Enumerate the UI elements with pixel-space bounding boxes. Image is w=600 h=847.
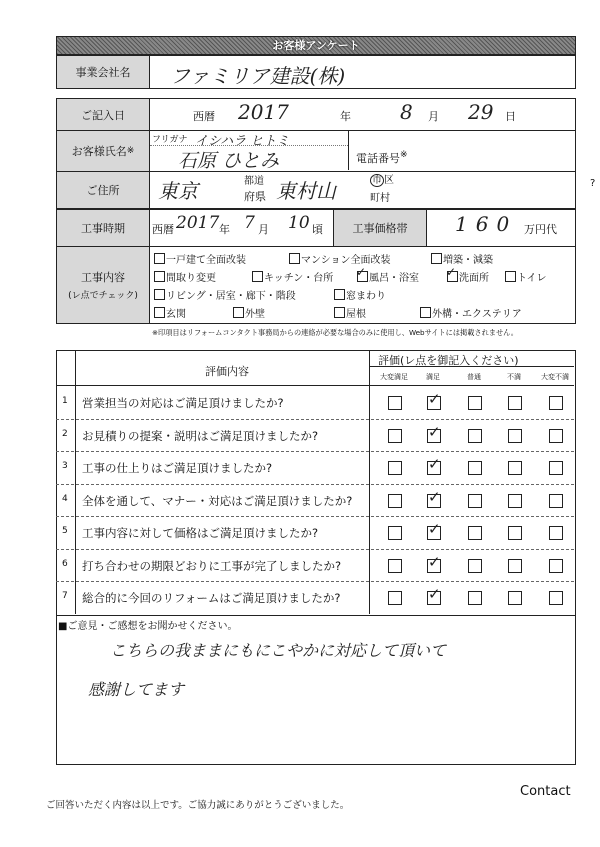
- rating-checkbox[interactable]: [508, 559, 522, 573]
- eval-no-divider: [75, 350, 76, 614]
- address-mark: ?: [590, 178, 596, 189]
- customer-label-text: お客様氏名: [71, 145, 127, 158]
- eval-row-line: [56, 451, 574, 452]
- date-day: 29: [468, 100, 494, 124]
- period-year-unit: 年: [219, 223, 230, 236]
- eval-item-number: 1: [62, 396, 68, 406]
- rating-checkbox[interactable]: [388, 494, 402, 508]
- period-day-unit: 頃: [312, 223, 323, 236]
- address-pref-unit-1: 都道: [244, 176, 264, 187]
- comments-label: ■ご意見・ご感想をお聞かせください。: [58, 621, 238, 632]
- eval-item-question: 全体を通して、マナー・対応はご満足頂けましたか?: [82, 493, 353, 508]
- work-option-label: 屋根: [346, 309, 366, 320]
- work-option-checkbox[interactable]: [431, 253, 442, 264]
- address-city-unit-1: [370, 171, 394, 186]
- rating-tick: ✓: [428, 585, 441, 603]
- rating-checkbox[interactable]: [388, 559, 402, 573]
- furigana-label: フリガナ: [152, 135, 188, 145]
- eval-item-question: 総合的に今回のリフォームはご満足頂けましたか?: [82, 591, 341, 605]
- customer-label: [56, 130, 150, 172]
- address-town-unit: 町村: [370, 193, 390, 204]
- phone-label-mark: ※: [400, 150, 408, 160]
- work-option-label: トイレ: [517, 273, 547, 284]
- eval-rating-divider: [369, 350, 370, 614]
- eval-item-question: お見積りの提案・説明はご満足頂けましたか?: [82, 428, 319, 443]
- rating-checkbox[interactable]: [468, 461, 482, 475]
- rating-checkbox[interactable]: [508, 461, 522, 475]
- work-option-checkbox[interactable]: [154, 253, 165, 264]
- form-title-bar: [56, 36, 576, 55]
- address-city: 東村山: [276, 179, 336, 203]
- work-label-sub: (レ点でチェック): [68, 291, 138, 301]
- eval-item-question: 営業担当の対応はご満足頂けましたか?: [82, 396, 284, 410]
- date-year-unit: 年: [340, 110, 351, 123]
- work-option-label: 増築・減築: [443, 255, 493, 266]
- work-option-label: リビング・居室・廊下・階段: [166, 291, 296, 302]
- rating-checkbox[interactable]: [508, 494, 522, 508]
- rating-scale-label: 大変満足: [380, 373, 408, 381]
- eval-row-line: [56, 484, 574, 485]
- work-option-checkbox[interactable]: [154, 289, 165, 300]
- comments-line-2: 感謝してます: [88, 680, 185, 699]
- rating-checkbox[interactable]: [468, 526, 482, 540]
- rating-checkbox[interactable]: [468, 559, 482, 573]
- date-month-unit: 月: [428, 110, 439, 123]
- work-option-label: マンション全面改装: [301, 255, 391, 266]
- rating-checkbox[interactable]: [388, 461, 402, 475]
- rating-scale-label: 普通: [467, 373, 481, 381]
- work-option-label: 洗面所: [459, 273, 489, 284]
- city-unit-circle: 市: [372, 175, 382, 186]
- eval-row-line: [56, 516, 574, 517]
- rating-scale-label: 不満: [507, 373, 521, 381]
- work-option-checkbox[interactable]: [233, 307, 244, 318]
- rating-tick: ✓: [428, 552, 441, 571]
- period-era: 西暦: [152, 223, 174, 236]
- comments-line-1: こちらの我ままにもにこやかに対応して頂いて: [110, 641, 447, 660]
- work-option-checkbox[interactable]: [289, 253, 300, 264]
- eval-row-line: [56, 419, 574, 420]
- work-label-text: 工事内容: [81, 271, 125, 284]
- footer-brand: Contact: [520, 784, 571, 799]
- work-option-label: 窓まわり: [346, 291, 386, 302]
- eval-item-number: 6: [62, 558, 68, 569]
- rating-checkbox[interactable]: [388, 396, 402, 410]
- rating-checkbox[interactable]: [549, 461, 563, 475]
- rating-checkbox[interactable]: [508, 396, 522, 410]
- rating-checkbox[interactable]: [468, 591, 482, 605]
- date-era: 西暦: [193, 110, 215, 123]
- company-value: ファミリア建設(株): [170, 64, 346, 88]
- rating-checkbox[interactable]: [508, 526, 522, 540]
- phone-label: [356, 150, 408, 166]
- work-option-label: 風呂・浴室: [369, 273, 419, 284]
- privacy-note: ※印項目はリフォームコンタクト事務局からの連絡が必要な場合のみに使用し、Webサイトには掲載されません。: [152, 328, 518, 337]
- eval-item-question: 工事内容に対して価格はご満足頂けましたか?: [82, 526, 319, 540]
- address-pref-unit-2: 府県: [244, 190, 266, 203]
- work-option-checkbox[interactable]: [154, 307, 165, 318]
- rating-checkbox[interactable]: [508, 429, 522, 443]
- work-option-label: 玄関: [166, 309, 186, 320]
- rating-checkbox[interactable]: [549, 429, 563, 443]
- work-option-label: 一戸建て全面改装: [166, 255, 246, 266]
- work-label: [56, 246, 150, 324]
- company-label: 事業会社名: [56, 55, 150, 89]
- work-option-label: キッチン・台所: [264, 273, 334, 284]
- rating-checkbox[interactable]: [468, 396, 482, 410]
- form-title: お客様アンケート: [272, 39, 360, 52]
- rating-checkbox[interactable]: [549, 591, 563, 605]
- period-label: 工事時期: [56, 209, 150, 247]
- period-month-unit: 月: [258, 223, 269, 236]
- rating-checkbox[interactable]: [549, 526, 563, 540]
- eval-item-question: 打ち合わせの期限どおりに工事が完了しましたか?: [82, 558, 342, 573]
- work-option-checkbox[interactable]: [420, 307, 431, 318]
- price-label: 工事価格帯: [333, 209, 427, 247]
- rating-checkbox[interactable]: [508, 591, 522, 605]
- eval-item-question: 工事の仕上りはご満足頂けましたか?: [82, 461, 273, 475]
- period-day: 10: [288, 213, 310, 233]
- rating-tick: ✓: [428, 520, 441, 538]
- rating-scale-label: 大変不満: [541, 373, 569, 381]
- period-month: 7: [244, 213, 255, 233]
- work-option-checkbox[interactable]: [154, 271, 165, 282]
- customer-furigana: イシハラ ヒトミ: [195, 134, 290, 149]
- address-label: ご住所: [56, 171, 150, 209]
- eval-row-line: [56, 581, 574, 582]
- work-option-label: 外構・エクステリア: [432, 309, 522, 320]
- work-option-checkbox[interactable]: [334, 307, 345, 318]
- date-month: 8: [400, 100, 413, 124]
- eval-row-line: [56, 549, 574, 550]
- eval-header-line: [56, 385, 574, 386]
- eval-item-number: 7: [62, 591, 68, 601]
- rating-checkbox[interactable]: [468, 494, 482, 508]
- rating-checkbox[interactable]: [388, 526, 402, 540]
- rating-scale-label: 満足: [426, 373, 440, 381]
- rating-checkbox[interactable]: [549, 559, 563, 573]
- rating-tick: ✓: [428, 390, 441, 408]
- rating-checkbox[interactable]: [549, 494, 563, 508]
- rating-checkbox[interactable]: [388, 429, 402, 443]
- eval-item-number: 4: [62, 493, 68, 504]
- rating-tick: ✓: [428, 455, 441, 473]
- customer-label-mark: ※: [126, 146, 135, 156]
- rating-tick: ✓: [428, 422, 441, 441]
- work-option-tick: ✓: [446, 265, 457, 279]
- price-unit: 万円代: [524, 223, 557, 236]
- date-label: ご記入日: [56, 98, 150, 131]
- eval-item-number: 3: [62, 461, 68, 471]
- customer-name: 石原 ひとみ: [178, 150, 280, 172]
- date-year: 2017: [238, 100, 289, 124]
- phone-label-text: 電話番号: [356, 152, 400, 165]
- work-option-label: 間取り変更: [166, 273, 216, 284]
- rating-checkbox[interactable]: [468, 429, 482, 443]
- period-year: 2017: [176, 213, 220, 233]
- eval-header: 評価内容: [205, 365, 249, 378]
- eval-item-number: 5: [62, 526, 68, 536]
- footer-thanks: ご回答いただく内容は以上です。ご協力誠にありがとうございました。: [46, 800, 350, 811]
- rating-checkbox[interactable]: [388, 591, 402, 605]
- work-option-checkbox[interactable]: [334, 289, 345, 300]
- work-option-tick: ✓: [356, 265, 367, 279]
- rating-tick: ✓: [428, 487, 441, 506]
- work-option-checkbox[interactable]: [505, 271, 516, 282]
- rating-checkbox[interactable]: [549, 396, 563, 410]
- rating-header: 評価(レ点を御記入ください): [378, 354, 519, 367]
- phone-divider: [348, 130, 349, 170]
- work-option-label: 外壁: [245, 309, 265, 320]
- date-day-unit: 日: [505, 110, 516, 123]
- price-value: 160: [455, 212, 518, 236]
- city-unit-ward: 区: [384, 175, 394, 186]
- eval-item-number: 2: [62, 428, 68, 439]
- work-option-checkbox[interactable]: [252, 271, 263, 282]
- address-pref: 東京: [158, 179, 198, 203]
